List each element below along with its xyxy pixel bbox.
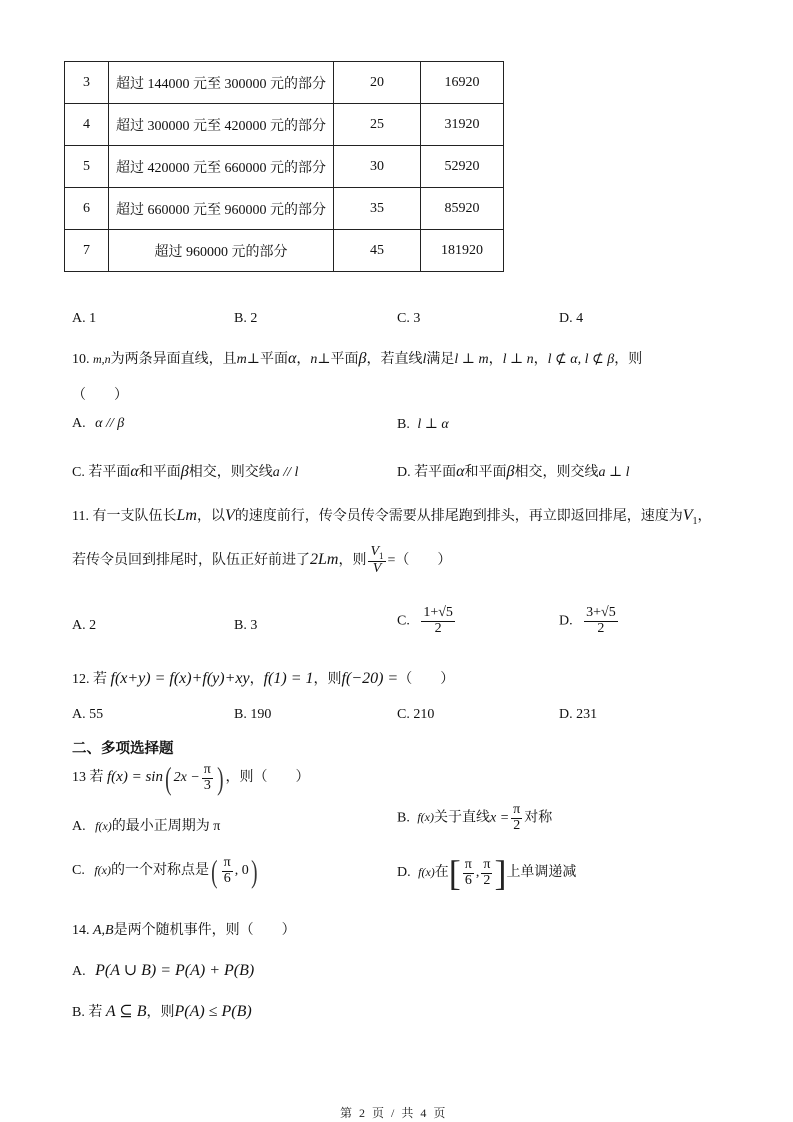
- q11-option-a: A. 2: [72, 618, 97, 633]
- q13-stem: [72, 762, 310, 794]
- punct: ，: [488, 352, 503, 367]
- right-bracket: ]: [494, 853, 507, 893]
- stem-text: ，则（ ）: [225, 770, 310, 786]
- option-math: a // l: [272, 465, 299, 480]
- stem-text: 平面: [330, 352, 359, 367]
- stem-text: ，则: [313, 672, 342, 687]
- right-paren: ): [250, 853, 258, 889]
- level-cell: 3: [65, 62, 109, 104]
- q10-option-d: [397, 461, 630, 481]
- denominator: 2: [597, 620, 605, 636]
- stem-text: 若: [89, 770, 104, 786]
- range-cell: 超过 420000 元至 660000 元的部分: [109, 146, 334, 188]
- left-bracket: [: [448, 853, 461, 893]
- option-label: C.: [72, 863, 85, 879]
- level-cell: 6: [65, 188, 109, 230]
- stem-text: 满足: [426, 352, 455, 367]
- option-label: D.: [397, 465, 411, 480]
- q10-option-c: [72, 461, 298, 481]
- q9-option-a: A. 1: [72, 311, 97, 326]
- q13-option-d: D. f(x)在[ $\frac{\pi}{6}$ , $\frac{\pi}{2}$ ]上单调递减: [397, 853, 577, 893]
- subscript: 1: [692, 515, 698, 527]
- range-cell: 超过 144000 元至 300000 元的部分: [109, 62, 334, 104]
- numerator: π: [203, 761, 211, 777]
- rate-cell: 25: [334, 104, 421, 146]
- option-text: 上单调递减: [506, 865, 577, 881]
- math-beta: β: [506, 463, 515, 480]
- option-text: 的最小正周期为 π: [111, 819, 221, 834]
- range-cell: 超过 660000 元至 960000 元的部分: [109, 188, 334, 230]
- q11-option-d: [559, 606, 620, 636]
- rate-cell: 35: [334, 188, 421, 230]
- deduction-cell: 181920: [421, 230, 504, 272]
- range-cell: 超过 960000 元的部分: [109, 230, 334, 272]
- math-fx: f(x): [95, 819, 112, 833]
- page-footer: 第 2 页 / 共 4 页: [340, 1106, 448, 1120]
- stem-text: ，则: [614, 352, 643, 367]
- math-2Lm: 2Lm: [310, 551, 339, 569]
- punct: ，: [533, 352, 548, 367]
- fraction-pi-2: [481, 858, 492, 888]
- level-cell: 7: [65, 230, 109, 272]
- option-math: a ⊥ l: [598, 465, 630, 480]
- math-n: n: [310, 352, 318, 367]
- q11-stem-line2: [72, 545, 451, 577]
- stem-text: 是两个随机事件，则（ ）: [113, 923, 296, 938]
- math-cond: l ⊥ m: [454, 352, 489, 367]
- option-text: 相交，则交线: [188, 465, 273, 480]
- q9-option-b: B. 2: [234, 311, 258, 326]
- denominator: 3: [203, 777, 211, 793]
- stem-text: 为两条异面直线，且: [110, 352, 237, 367]
- math-vars: m,n: [93, 352, 111, 366]
- option-text: 在: [434, 865, 449, 881]
- question-number: 13: [72, 770, 86, 786]
- fraction: [584, 606, 618, 636]
- denominator: 6: [464, 872, 472, 888]
- fraction: [421, 606, 455, 636]
- numerator: 1+√5: [423, 605, 453, 620]
- math-V: V: [224, 507, 235, 524]
- option-math: A ⊆ B: [105, 1003, 147, 1020]
- answer-paren: （ ）: [72, 388, 128, 403]
- option-text: 若平面: [88, 465, 131, 480]
- rate-cell: 45: [334, 230, 421, 272]
- deduction-cell: 31920: [421, 104, 504, 146]
- math-inner: 2x −: [173, 770, 200, 786]
- math-l: l: [422, 352, 427, 367]
- fraction-pi-6: [463, 858, 474, 888]
- option-label: A.: [72, 819, 86, 834]
- left-paren: (: [165, 760, 172, 796]
- level-cell: 4: [65, 104, 109, 146]
- question-number: 14.: [72, 923, 90, 938]
- math-beta: β: [358, 350, 367, 367]
- math-AB: A,B: [93, 923, 114, 938]
- q10-option-b: [397, 416, 449, 433]
- numerator: π: [513, 802, 521, 817]
- numerator: V: [370, 544, 380, 559]
- math-Lm: Lm: [176, 507, 197, 524]
- deduction-cell: 52920: [421, 146, 504, 188]
- math-alpha: α: [456, 463, 465, 480]
- math-V1: V: [682, 507, 693, 524]
- left-paren: (: [211, 853, 218, 889]
- q14-option-b: [72, 1001, 252, 1021]
- denominator: 6: [223, 870, 231, 886]
- punct: ，: [249, 672, 264, 687]
- punct: ，: [296, 352, 311, 367]
- option-label: B.: [397, 810, 410, 826]
- q9-option-c: C. 3: [397, 311, 421, 326]
- deduction-cell: 85920: [421, 188, 504, 230]
- table-row: [65, 188, 504, 230]
- rate-cell: 30: [334, 146, 421, 188]
- math-fx: f(x): [417, 810, 434, 825]
- math-m: m: [236, 352, 247, 367]
- option-text: ，则: [146, 1005, 175, 1020]
- q11-option-b: B. 3: [234, 618, 258, 633]
- numerator: π: [223, 854, 231, 870]
- section-title: 二、多项选择题: [72, 741, 174, 757]
- stem-text: ，以: [196, 509, 225, 524]
- option-label: D.: [397, 865, 411, 881]
- option-text: 对称: [524, 810, 553, 826]
- denominator: 2: [483, 872, 491, 888]
- range-cell: 超过 300000 元至 420000 元的部分: [109, 104, 334, 146]
- numerator: π: [483, 856, 491, 872]
- option-math: α // β: [95, 416, 125, 431]
- denominator: 2: [513, 817, 521, 833]
- option-math: P(A) ≤ P(B): [174, 1003, 252, 1020]
- option-text: 若平面: [414, 465, 457, 480]
- perp-symbol: ⊥: [317, 352, 331, 367]
- option-text: 的一个对称点是: [111, 863, 209, 879]
- punct: ，: [697, 509, 712, 524]
- q12-option-b: B. 190: [234, 707, 272, 722]
- option-math: P(A ∪ B) = P(A) + P(B): [95, 962, 255, 979]
- fraction-pi-2: [511, 803, 522, 833]
- fraction-pi-6: [222, 856, 233, 886]
- stem-text: 11. 有一支队伍长: [72, 509, 177, 524]
- numerator: π: [464, 856, 472, 872]
- option-label: B.: [397, 417, 410, 432]
- answer-paren: （ ）: [395, 553, 452, 569]
- math-alpha: α: [130, 463, 139, 480]
- q12-option-c: C. 210: [397, 707, 435, 722]
- stem-text: ，若直线: [366, 352, 423, 367]
- math-x: x =: [490, 810, 510, 826]
- rate-cell: 20: [334, 62, 421, 104]
- option-label: A.: [72, 964, 86, 979]
- question-number: 10.: [72, 352, 90, 367]
- option-label: C.: [397, 613, 410, 629]
- q13-option-c: [72, 855, 259, 887]
- q12-stem: [72, 668, 454, 688]
- option-math: l ⊥ α: [417, 417, 449, 432]
- option-text: 若: [88, 1005, 103, 1020]
- q14-stem: [72, 919, 296, 939]
- deduction-cell: 16920: [421, 62, 504, 104]
- table-row: [65, 146, 504, 188]
- numerator: 3+√5: [586, 605, 616, 620]
- q13-option-a: [72, 815, 220, 835]
- q11-option-c: [397, 606, 457, 636]
- math-eq: f(−20) =: [341, 670, 399, 687]
- math-eq: f(1) = 1: [263, 670, 314, 687]
- math-cond: l ⊄ α, l ⊄ β: [547, 352, 615, 367]
- fraction-v1-over-v: [368, 545, 385, 577]
- q10-option-a: [72, 416, 124, 432]
- q14-option-a: [72, 960, 254, 980]
- right-paren: ): [216, 760, 224, 796]
- math-cond: l ⊥ n: [502, 352, 534, 367]
- perp-symbol: ⊥: [246, 352, 260, 367]
- math-fx: f(x): [94, 863, 111, 878]
- stem-text: 的速度前行，传令员传令需要从排尾跑到排头，再立即返回排尾，速度为: [234, 509, 683, 524]
- option-text: 关于直线: [434, 810, 490, 826]
- option-text: 相交，则交线: [514, 465, 599, 480]
- option-label: A.: [72, 416, 86, 431]
- answer-paren: （ ）: [398, 672, 455, 687]
- q12-option-a: A. 55: [72, 707, 104, 722]
- option-text: 和平面: [464, 465, 507, 480]
- stem-text: ，则: [338, 553, 367, 569]
- q11-stem-line1: [72, 505, 712, 527]
- q10-stem: [72, 348, 642, 368]
- math-eq: f(x+y) = f(x)+f(y)+xy: [110, 670, 250, 687]
- math-fx: f(x): [418, 865, 435, 880]
- math-fx: f(x) = sin: [107, 769, 163, 786]
- q13-option-b: [397, 803, 552, 833]
- table-row: [65, 62, 504, 104]
- stem-text: 12. 若: [72, 672, 107, 687]
- option-label: D.: [559, 613, 573, 629]
- denominator: V: [372, 561, 382, 577]
- option-label: B.: [72, 1005, 85, 1020]
- denominator: 2: [434, 620, 442, 636]
- option-text: 和平面: [138, 465, 181, 480]
- math-zero: , 0: [234, 863, 249, 879]
- equals: =: [387, 553, 396, 569]
- level-cell: 5: [65, 146, 109, 188]
- stem-text: 平面: [259, 352, 288, 367]
- q12-option-d: D. 231: [559, 707, 598, 722]
- stem-text: 若传令员回到排尾时，队伍正好前进了: [72, 553, 310, 569]
- table-row: [65, 104, 504, 146]
- math-alpha: α: [287, 350, 297, 367]
- table-row: [65, 230, 504, 272]
- fraction-pi-3: [202, 763, 213, 793]
- subscript: 1: [379, 550, 384, 561]
- q9-option-d: D. 4: [559, 311, 584, 326]
- tax-rate-table: [64, 61, 504, 272]
- math-beta: β: [180, 463, 189, 480]
- option-label: C.: [72, 465, 85, 480]
